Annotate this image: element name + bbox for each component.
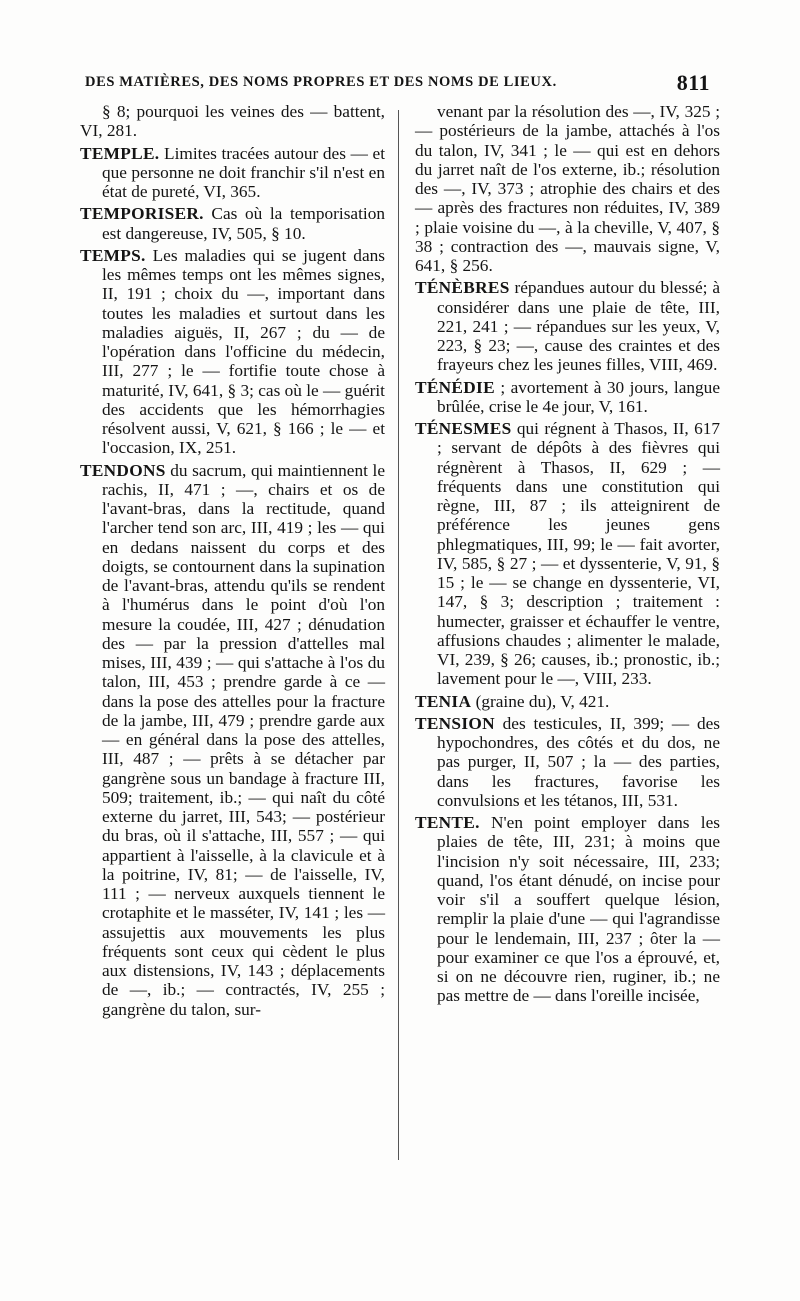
header-title: DES MATIÈRES, DES NOMS PROPRES ET DES NOMS DE LIEUX. — [85, 74, 557, 90]
entry-text: Cas où la temporisation est dangereuse, IV, 505, § 10. — [102, 204, 385, 243]
index-entry — [80, 246, 385, 458]
index-entry — [80, 204, 385, 243]
running-header — [85, 72, 710, 102]
entry-headword: TÉNESMES — [415, 419, 512, 438]
entry-text: qui régnent à Thasos, II, 617 ; servant de dépôts à des fièvres qui régnèrent à Thasos, II, 629 ; — fréquents dans une constitution qui règne, III, 87 ; ils atteignirent de préférence les jeunes gens phlegmatiques, III, 99; le — fait avorter, IV, 585, § 27 ; — et dyssenterie, V, 91, § 15 ; le — se change en dyssenterie, VI, 147, § 3; description ; traitement : humecter, graisser et échauffer le ventre, affusions chaudes ; alimenter le malade, VI, 239, § 26; causes, ib.; pronostic, ib.; lavement pour le —, VIII, 233. — [437, 419, 720, 689]
index-entry — [80, 461, 385, 1019]
index-entry — [415, 813, 720, 1006]
entry-text: N'en point employer dans les plaies de tête, III, 231; à moins que l'incision n'y soit nécessaire, III, 233; quand, l'os étant dénudé, on incise pour voir s'il a souffert quelque lésion, remplir la plaie d'une — qui l'agrandisse pour le lendemain, III, 237 ; ôter la — pour examiner ce que l'os a éprouvé, et, si on ne découvre rien, ruginer, ib.; ne pas mettre de — dans l'oreille incisée, — [437, 813, 720, 1006]
entry-text: Les maladies qui se jugent dans les mêmes temps ont les mêmes signes, II, 191 ; choix du —, important dans toutes les maladies et surtout dans les maladies aiguës, II, 267 ; du — de l'opération dans l'officine du médecin, III, 277 ; le — fortifie toute chose à maturité, IV, 641, § 3; cas où le — guérit des accidents que les hémorrhagies résolvent aussi, V, 621, § 166 ; le — et l'occasion, IX, 251. — [102, 245, 385, 458]
entry-text: des testicules, II, 399; — des hypochondres, des côtés et du dos, ne pas purger, II, 507 ; la — des parties, dans les fractures, favorise les convulsions et les tétanos, III, 531. — [437, 713, 720, 810]
index-entry — [415, 378, 720, 417]
right-column — [415, 102, 720, 1009]
entry-headword: TENSION — [415, 713, 495, 733]
index-entry — [415, 692, 720, 711]
index-entry — [80, 144, 385, 202]
entry-text: ; avortement à 30 jours, langue brûlée, crise le 4e jour, V, 161. — [437, 377, 720, 416]
index-entry — [80, 102, 385, 141]
entry-headword: TEMPLE. — [80, 143, 160, 163]
entry-headword: TENDONS — [80, 460, 166, 480]
entry-text: Limites tracées autour des — et que personne ne doit franchir s'il n'est en état de pureté, VI, 365. — [102, 143, 385, 201]
entry-text: (graine du), V, 421. — [471, 691, 610, 711]
entry-headword: TENIA — [415, 691, 472, 711]
entry-headword: TÉNÉDIE — [415, 377, 495, 397]
left-column — [80, 102, 385, 1022]
index-entry — [415, 419, 720, 689]
entry-headword: TEMPORISER. — [80, 204, 204, 224]
entry-headword: TÉNÈBRES — [415, 278, 510, 298]
index-entry — [415, 714, 720, 810]
index-entry — [415, 278, 720, 374]
entry-headword: TENTE. — [415, 813, 480, 832]
entry-text: répandues autour du blessé; à considérer dans une plaie de tête, III, 221, 241 ; — répandues sur les yeux, V, 223, § 23; —, cause des craintes et des frayeurs chez les jeunes filles, VIII, 469. — [437, 278, 720, 375]
entry-text: du sacrum, qui maintiennent le rachis, II, 471 ; —, chairs et os de l'avant-bras, dans la rectitude, quand l'archer tend son arc, III, 419 ; les — qui en dedans naissent du corps et des doigts, se contournent dans la supination de l'avant-bras, attendu qu'ils se rendent à l'humérus dans le point d'où l'on mesure la coudée, III, 427 ; dénudation des — par la pression d'attelles mal mises, III, 439 ; — qui s'attache à l'os du talon, III, 453 ; prendre garde à ce — dans la pose des attelles pour la fracture de la jambe, III, 479 ; prendre garde aux — en général dans la pose des attelles, III, 487 ; — prêts à se détacher par gangrène sous un bandage à fracture III, 509; traitement, ib.; — qui naît du côté externe du jarret, III, 543; — postérieur du bras, où il s'attache, III, 557 ; — qui appartient à l'aisselle, à la clavicule et à la poitrine, IV, 81; — de l'aisselle, IV, 111 ; — nerveux auxquels tiennent le crotaphite et le masséter, IV, 141 ; les — assujettis aux mouvements les plus fréquents sont ceux qui cèdent le plus aux distensions, IV, 143 ; déplacements de —, ib.; — contractés, IV, 255 ; gangrène du talon, sur- — [102, 460, 385, 1019]
column-divider — [398, 110, 399, 1160]
page-number: 811 — [676, 70, 710, 95]
entry-text: § 8; pourquoi les veines des — battent, VI, 281. — [80, 102, 385, 141]
entry-headword: TEMPS. — [80, 245, 146, 265]
index-entry — [415, 102, 720, 275]
entry-text: venant par la résolution des —, IV, 325 ; — postérieurs de la jambe, attachés à l'os du talon, IV, 341 ; le — qui est en dehors du jarret naît de l'os externe, ib.; résolution des —, IV, 373 ; atrophie des chairs et des — après des fractures non réduites, IV, 389 ; plaie voisine du —, à la cheville, V, 407, § 38 ; contraction des —, mauvais signe, V, 641, § 256. — [415, 102, 720, 275]
